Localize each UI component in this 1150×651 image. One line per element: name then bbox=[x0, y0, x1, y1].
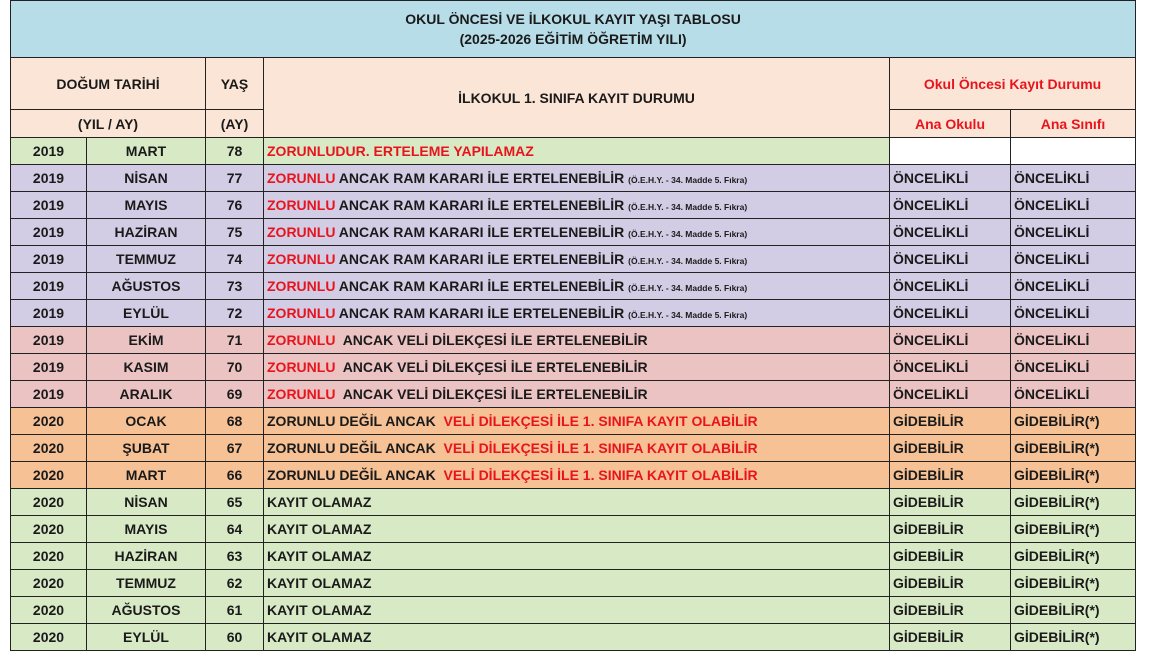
header-nursery-class: Ana Sınıfı bbox=[1011, 110, 1136, 138]
status-regulation-note: (Ö.E.H.Y. - 34. Madde 5. Fıkra) bbox=[628, 256, 748, 266]
cell-month: MART bbox=[87, 138, 206, 165]
status-main: KAYIT OLAMAZ bbox=[267, 548, 372, 564]
header-age-unit: (AY) bbox=[206, 110, 264, 138]
cell-nursery-status: GİDEBİLİR(*) bbox=[1011, 597, 1136, 624]
cell-kindergarten-status: ÖNCELİKLİ bbox=[890, 381, 1011, 408]
cell-kindergarten-status: ÖNCELİKLİ bbox=[890, 192, 1011, 219]
table-row bbox=[11, 192, 1136, 219]
table-row bbox=[11, 435, 1136, 462]
status-main: ZORUNLU bbox=[267, 332, 336, 348]
cell-age-months: 72 bbox=[206, 300, 264, 327]
table-row bbox=[11, 138, 1136, 165]
cell-month: HAZİRAN bbox=[87, 543, 206, 570]
table-row bbox=[11, 246, 1136, 273]
table-row bbox=[11, 300, 1136, 327]
cell-nursery-status: ÖNCELİKLİ bbox=[1011, 246, 1136, 273]
cell-year: 2019 bbox=[11, 273, 87, 300]
table-row bbox=[11, 597, 1136, 624]
status-main: ZORUNLU bbox=[267, 224, 336, 240]
status-main: ZORUNLU bbox=[267, 251, 336, 267]
cell-age-months: 75 bbox=[206, 219, 264, 246]
cell-age-months: 71 bbox=[206, 327, 264, 354]
table-row bbox=[11, 381, 1136, 408]
cell-year: 2020 bbox=[11, 543, 87, 570]
cell-age-months: 68 bbox=[206, 408, 264, 435]
cell-primary-status bbox=[264, 138, 890, 165]
cell-primary-status bbox=[264, 570, 890, 597]
status-detail: ANCAK RAM KARARI İLE ERTELENEBİLİR bbox=[335, 170, 625, 186]
cell-kindergarten-status: ÖNCELİKLİ bbox=[890, 327, 1011, 354]
cell-nursery-status: ÖNCELİKLİ bbox=[1011, 273, 1136, 300]
cell-year: 2019 bbox=[11, 165, 87, 192]
status-main: KAYIT OLAMAZ bbox=[267, 494, 372, 510]
cell-year: 2019 bbox=[11, 327, 87, 354]
cell-kindergarten-status: ÖNCELİKLİ bbox=[890, 354, 1011, 381]
cell-age-months: 65 bbox=[206, 489, 264, 516]
cell-year: 2020 bbox=[11, 624, 87, 651]
cell-nursery-status: ÖNCELİKLİ bbox=[1011, 192, 1136, 219]
cell-age-months: 76 bbox=[206, 192, 264, 219]
cell-age-months: 64 bbox=[206, 516, 264, 543]
cell-year: 2020 bbox=[11, 435, 87, 462]
cell-age-months: 63 bbox=[206, 543, 264, 570]
header-kindergarten: Ana Okulu bbox=[890, 110, 1011, 138]
status-regulation-note: (Ö.E.H.Y. - 34. Madde 5. Fıkra) bbox=[628, 229, 748, 239]
cell-nursery-status: GİDEBİLİR(*) bbox=[1011, 408, 1136, 435]
status-main: ZORUNLU bbox=[267, 305, 336, 321]
cell-age-months: 67 bbox=[206, 435, 264, 462]
cell-nursery-status bbox=[1011, 138, 1136, 165]
cell-month: TEMMUZ bbox=[87, 246, 206, 273]
cell-primary-status bbox=[264, 327, 890, 354]
cell-nursery-status: GİDEBİLİR(*) bbox=[1011, 462, 1136, 489]
cell-nursery-status: ÖNCELİKLİ bbox=[1011, 165, 1136, 192]
status-detail: ANCAK VELİ DİLEKÇESİ İLE ERTELENEBİLİR bbox=[335, 332, 648, 348]
cell-month: KASIM bbox=[87, 354, 206, 381]
cell-kindergarten-status: GİDEBİLİR bbox=[890, 435, 1011, 462]
status-detail: ANCAK RAM KARARI İLE ERTELENEBİLİR bbox=[335, 278, 625, 294]
table-row bbox=[11, 462, 1136, 489]
cell-month: NİSAN bbox=[87, 489, 206, 516]
cell-kindergarten-status: GİDEBİLİR bbox=[890, 516, 1011, 543]
cell-year: 2020 bbox=[11, 408, 87, 435]
cell-age-months: 73 bbox=[206, 273, 264, 300]
status-detail: VELİ DİLEKÇESİ İLE 1. SINIFA KAYIT OLABİLİR bbox=[439, 413, 758, 429]
cell-kindergarten-status: ÖNCELİKLİ bbox=[890, 165, 1011, 192]
cell-kindergarten-status: ÖNCELİKLİ bbox=[890, 300, 1011, 327]
status-detail: ANCAK RAM KARARI İLE ERTELENEBİLİR bbox=[335, 197, 625, 213]
cell-year: 2020 bbox=[11, 489, 87, 516]
cell-age-months: 61 bbox=[206, 597, 264, 624]
status-detail: VELİ DİLEKÇESİ İLE 1. SINIFA KAYIT OLABİLİR bbox=[439, 467, 758, 483]
cell-month: EYLÜL bbox=[87, 624, 206, 651]
cell-kindergarten-status: GİDEBİLİR bbox=[890, 462, 1011, 489]
table-row bbox=[11, 273, 1136, 300]
header-primary-status: İLKOKUL 1. SINIFA KAYIT DURUMU bbox=[264, 58, 890, 138]
status-detail: ANCAK RAM KARARI İLE ERTELENEBİLİR bbox=[335, 305, 625, 321]
status-main: ZORUNLUDUR. ERTELEME YAPILAMAZ bbox=[267, 143, 534, 159]
header-age: YAŞ bbox=[206, 58, 264, 110]
status-main: KAYIT OLAMAZ bbox=[267, 575, 372, 591]
cell-primary-status bbox=[264, 381, 890, 408]
cell-primary-status bbox=[264, 165, 890, 192]
status-main: ZORUNLU bbox=[267, 386, 336, 402]
cell-kindergarten-status: GİDEBİLİR bbox=[890, 597, 1011, 624]
status-detail: ANCAK RAM KARARI İLE ERTELENEBİLİR bbox=[335, 251, 625, 267]
header-preschool-status: Okul Öncesi Kayıt Durumu bbox=[890, 58, 1136, 110]
cell-year: 2019 bbox=[11, 192, 87, 219]
cell-primary-status bbox=[264, 300, 890, 327]
cell-year: 2020 bbox=[11, 516, 87, 543]
status-main: ZORUNLU bbox=[267, 278, 336, 294]
table-row bbox=[11, 516, 1136, 543]
header-birth-unit: (YIL / AY) bbox=[11, 110, 206, 138]
status-detail: ANCAK VELİ DİLEKÇESİ İLE ERTELENEBİLİR bbox=[335, 359, 648, 375]
cell-age-months: 60 bbox=[206, 624, 264, 651]
cell-kindergarten-status: ÖNCELİKLİ bbox=[890, 273, 1011, 300]
registration-age-table bbox=[10, 0, 1135, 651]
cell-month: ŞUBAT bbox=[87, 435, 206, 462]
status-main: ZORUNLU DEĞİL ANCAK bbox=[267, 413, 440, 429]
table-row bbox=[11, 354, 1136, 381]
cell-month: HAZİRAN bbox=[87, 219, 206, 246]
cell-nursery-status: ÖNCELİKLİ bbox=[1011, 300, 1136, 327]
cell-year: 2020 bbox=[11, 597, 87, 624]
cell-age-months: 78 bbox=[206, 138, 264, 165]
cell-primary-status bbox=[264, 219, 890, 246]
table-row bbox=[11, 570, 1136, 597]
cell-primary-status bbox=[264, 624, 890, 651]
cell-kindergarten-status: GİDEBİLİR bbox=[890, 543, 1011, 570]
table-row bbox=[11, 219, 1136, 246]
cell-kindergarten-status: GİDEBİLİR bbox=[890, 408, 1011, 435]
cell-year: 2019 bbox=[11, 381, 87, 408]
status-detail: ANCAK VELİ DİLEKÇESİ İLE ERTELENEBİLİR bbox=[335, 386, 648, 402]
cell-year: 2019 bbox=[11, 246, 87, 273]
cell-primary-status bbox=[264, 462, 890, 489]
cell-nursery-status: GİDEBİLİR(*) bbox=[1011, 516, 1136, 543]
cell-month: AĞUSTOS bbox=[87, 597, 206, 624]
cell-age-months: 62 bbox=[206, 570, 264, 597]
status-regulation-note: (Ö.E.H.Y. - 34. Madde 5. Fıkra) bbox=[628, 175, 748, 185]
cell-primary-status bbox=[264, 516, 890, 543]
cell-primary-status bbox=[264, 246, 890, 273]
cell-nursery-status: GİDEBİLİR(*) bbox=[1011, 624, 1136, 651]
table-row bbox=[11, 165, 1136, 192]
cell-year: 2020 bbox=[11, 462, 87, 489]
cell-age-months: 69 bbox=[206, 381, 264, 408]
cell-nursery-status: GİDEBİLİR(*) bbox=[1011, 435, 1136, 462]
status-main: ZORUNLU bbox=[267, 170, 336, 186]
cell-primary-status bbox=[264, 543, 890, 570]
cell-month: NİSAN bbox=[87, 165, 206, 192]
status-detail: VELİ DİLEKÇESİ İLE 1. SINIFA KAYIT OLABİLİR bbox=[439, 440, 758, 456]
cell-primary-status bbox=[264, 435, 890, 462]
cell-year: 2019 bbox=[11, 354, 87, 381]
status-main: ZORUNLU bbox=[267, 197, 336, 213]
table-row bbox=[11, 543, 1136, 570]
cell-nursery-status: GİDEBİLİR(*) bbox=[1011, 570, 1136, 597]
cell-nursery-status: ÖNCELİKLİ bbox=[1011, 381, 1136, 408]
cell-month: EYLÜL bbox=[87, 300, 206, 327]
cell-age-months: 66 bbox=[206, 462, 264, 489]
cell-month: AĞUSTOS bbox=[87, 273, 206, 300]
status-main: KAYIT OLAMAZ bbox=[267, 602, 372, 618]
cell-primary-status bbox=[264, 192, 890, 219]
cell-year: 2019 bbox=[11, 219, 87, 246]
cell-kindergarten-status: GİDEBİLİR bbox=[890, 624, 1011, 651]
cell-kindergarten-status: ÖNCELİKLİ bbox=[890, 219, 1011, 246]
status-regulation-note: (Ö.E.H.Y. - 34. Madde 5. Fıkra) bbox=[628, 283, 748, 293]
cell-month: OCAK bbox=[87, 408, 206, 435]
cell-age-months: 77 bbox=[206, 165, 264, 192]
cell-primary-status bbox=[264, 354, 890, 381]
cell-nursery-status: ÖNCELİKLİ bbox=[1011, 327, 1136, 354]
status-main: ZORUNLU DEĞİL ANCAK bbox=[267, 467, 440, 483]
table-title bbox=[11, 1, 1136, 58]
cell-primary-status bbox=[264, 597, 890, 624]
status-regulation-note: (Ö.E.H.Y. - 34. Madde 5. Fıkra) bbox=[628, 310, 748, 320]
table-row bbox=[11, 408, 1136, 435]
cell-primary-status bbox=[264, 489, 890, 516]
cell-month: ARALIK bbox=[87, 381, 206, 408]
table-row bbox=[11, 624, 1136, 651]
cell-nursery-status: GİDEBİLİR(*) bbox=[1011, 489, 1136, 516]
cell-nursery-status: GİDEBİLİR(*) bbox=[1011, 543, 1136, 570]
cell-nursery-status: ÖNCELİKLİ bbox=[1011, 354, 1136, 381]
cell-month: MAYIS bbox=[87, 516, 206, 543]
cell-year: 2020 bbox=[11, 570, 87, 597]
cell-month: TEMMUZ bbox=[87, 570, 206, 597]
cell-year: 2019 bbox=[11, 138, 87, 165]
status-main: ZORUNLU DEĞİL ANCAK bbox=[267, 440, 440, 456]
cell-kindergarten-status: ÖNCELİKLİ bbox=[890, 246, 1011, 273]
cell-month: MAYIS bbox=[87, 192, 206, 219]
table-row bbox=[11, 327, 1136, 354]
cell-primary-status bbox=[264, 408, 890, 435]
title-line-1: OKUL ÖNCESİ VE İLKOKUL KAYIT YAŞI TABLOSU bbox=[405, 11, 741, 27]
cell-kindergarten-status: GİDEBİLİR bbox=[890, 489, 1011, 516]
cell-age-months: 74 bbox=[206, 246, 264, 273]
cell-month: EKİM bbox=[87, 327, 206, 354]
status-main: ZORUNLU bbox=[267, 359, 336, 375]
table-row bbox=[11, 489, 1136, 516]
cell-kindergarten-status bbox=[890, 138, 1011, 165]
status-main: KAYIT OLAMAZ bbox=[267, 629, 372, 645]
status-regulation-note: (Ö.E.H.Y. - 34. Madde 5. Fıkra) bbox=[628, 202, 748, 212]
cell-primary-status bbox=[264, 273, 890, 300]
header-birth-date: DOĞUM TARİHİ bbox=[11, 58, 206, 110]
cell-month: MART bbox=[87, 462, 206, 489]
cell-nursery-status: ÖNCELİKLİ bbox=[1011, 219, 1136, 246]
cell-kindergarten-status: GİDEBİLİR bbox=[890, 570, 1011, 597]
status-detail: ANCAK RAM KARARI İLE ERTELENEBİLİR bbox=[335, 224, 625, 240]
status-main: KAYIT OLAMAZ bbox=[267, 521, 372, 537]
title-line-2: (2025-2026 EĞİTİM ÖĞRETİM YILI) bbox=[459, 31, 687, 47]
cell-age-months: 70 bbox=[206, 354, 264, 381]
cell-year: 2019 bbox=[11, 300, 87, 327]
